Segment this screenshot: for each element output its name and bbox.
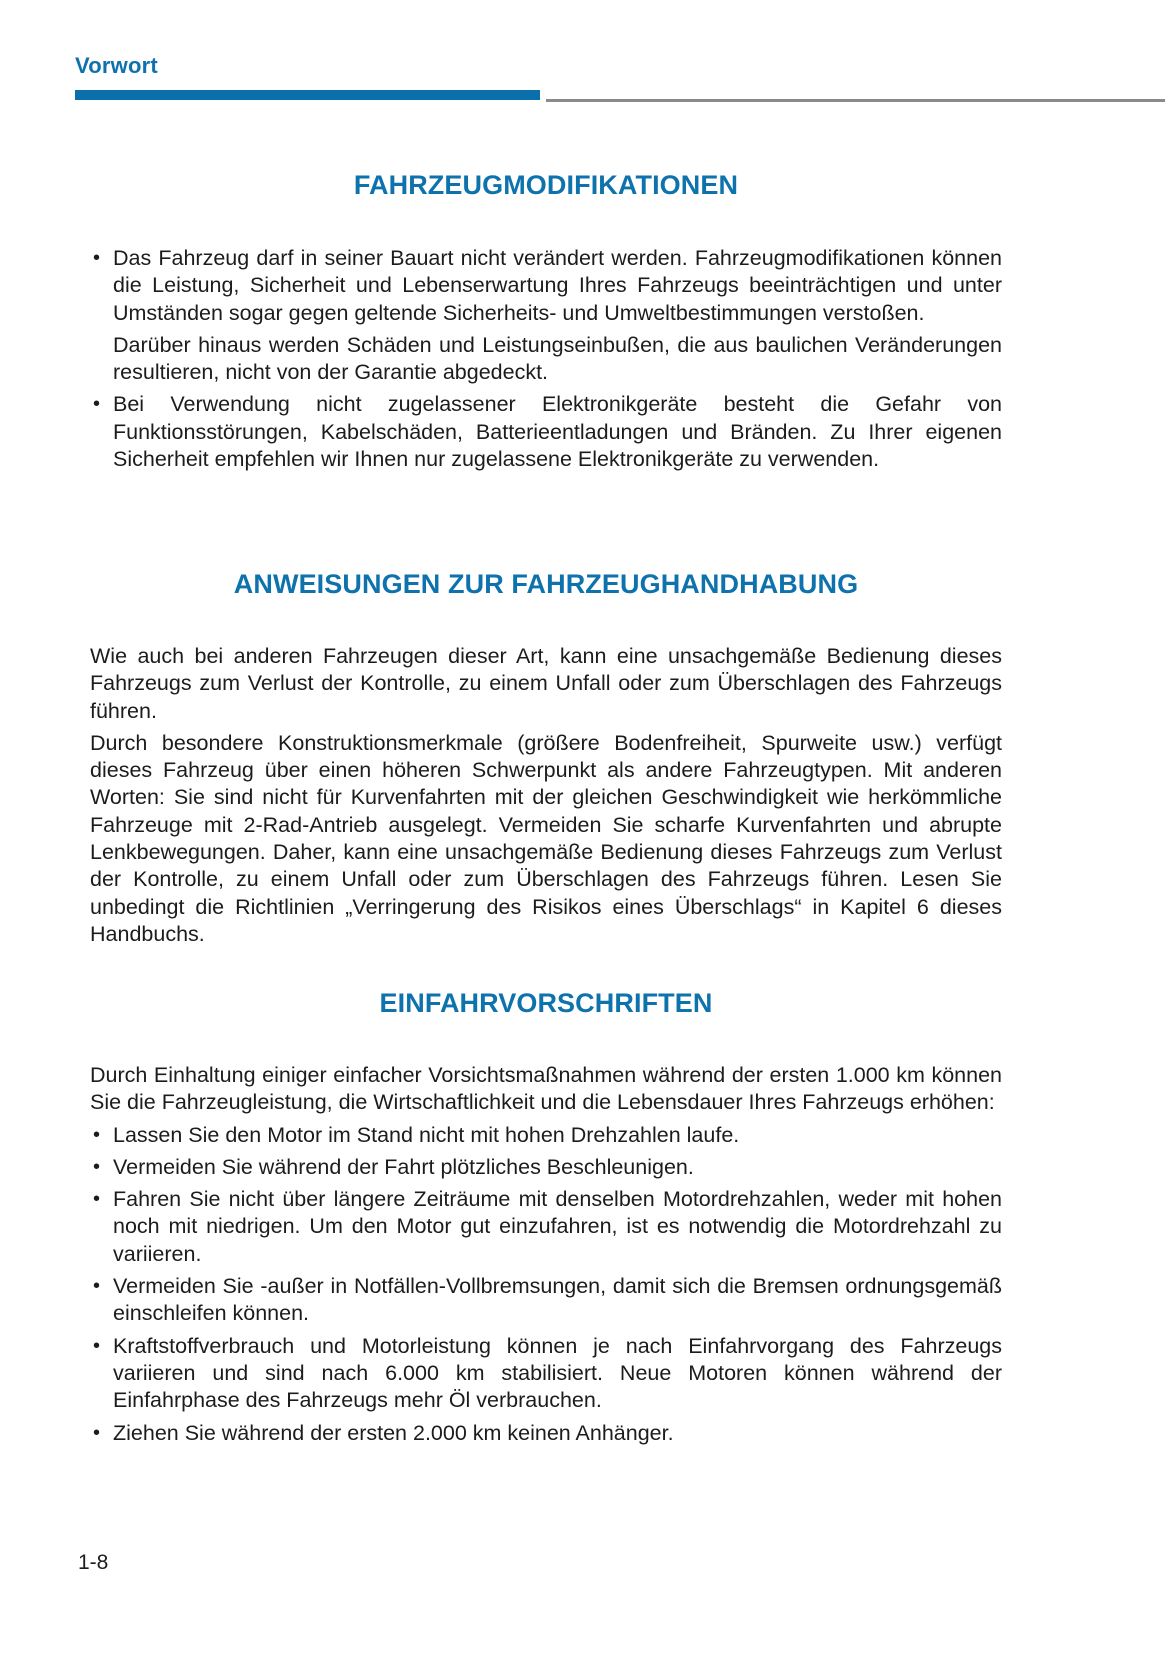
bullet-icon: • — [93, 247, 101, 269]
bullet-icon: • — [93, 1155, 101, 1178]
bullet-icon: • — [93, 1334, 101, 1357]
list-item-text: Vermeiden Sie -außer in Notfällen-Vollbremsungen, damit sich die Bremsen ordnungsgemäß einschleifen können. — [113, 1274, 1002, 1326]
header-rule — [546, 99, 1165, 102]
list-item-text: Das Fahrzeug darf in seiner Bauart nicht verändert werden. Fahrzeugmodifikationen können die Leistung, Sicherheit und Lebenserwartung Ihres Fahrzeugs beeinträchtigen und unter Umständen sogar gegen geltende Sicherheits- und Umweltbestimmungen verstoßen. — [113, 246, 1002, 325]
section-title-fahrzeugmodifikationen: FAHRZEUGMODIFIKATIONEN — [353, 170, 739, 200]
list-item — [90, 391, 1002, 473]
section-body-fahrzeugmodifikationen — [90, 245, 1002, 478]
list-item-text: Kraftstoffverbrauch und Motorleistung können je nach Einfahrvorgang des Fahrzeugs variieren und sind nach 6.000 km stabilisiert. Neue Motoren können während der Einfahrphase des Fahrzeugs mehr Öl verbrauchen. — [113, 1333, 1002, 1413]
bullet-icon: • — [93, 1275, 101, 1298]
section-body-einfahrvorschriften — [90, 1062, 1002, 1452]
section-body-fahrzeughandhabung — [90, 643, 1002, 953]
list-item-text: Vermeiden Sie während der Fahrt plötzliches Beschleunigen. — [113, 1154, 694, 1179]
list-item — [90, 1273, 1002, 1328]
bullet-icon: • — [93, 1421, 101, 1444]
list-item-text: Ziehen Sie während der ersten 2.000 km keinen Anhänger. — [113, 1420, 674, 1445]
list-item — [90, 1420, 1002, 1447]
bullet-icon: • — [93, 1123, 101, 1146]
list-item-text: Darüber hinaus werden Schäden und Leistungseinbußen, die aus baulichen Veränderungen resultieren, nicht von der Garantie abgedeckt. — [113, 332, 1002, 385]
bullet-icon: • — [93, 1188, 101, 1211]
list-item — [90, 1122, 1002, 1149]
paragraph: Wie auch bei anderen Fahrzeugen dieser Art, kann eine unsachgemäße Bedienung dieses Fahrzeugs zum Verlust der Kontrolle, zu einem Unfall oder zum Überschlagen des Fahrzeugs führen. — [90, 644, 1002, 723]
paragraph: Durch besondere Konstruktionsmerkmale (größere Bodenfreiheit, Spurweite usw.) verfügt dieses Fahrzeug über einen höheren Schwerpunkt als andere Fahrzeugtypen. Mit anderen Worten: Sie sind nicht für Kurvenfahrten mit der gleichen Geschwindigkeit wie herkömmliche Fahrzeuge mit 2-Rad-Antrieb ausgelegt. Vermeiden Sie scharfe Kurvenfahrten und abrupte Lenkbewegungen. Daher, kann eine unsachgemäße Bedienung dieses Fahrzeugs zum Verlust der Kontrolle, zu einem Unfall oder zum Überschlagen des Fahrzeugs führen. Lesen Sie unbedingt die Richtlinien „Verringerung des Risikos eines Überschlags“ in Kapitel 6 dieses Handbuchs. — [90, 730, 1002, 946]
list-item — [90, 245, 1002, 386]
section-title-einfahrvorschriften: EINFAHRVORSCHRIFTEN — [379, 988, 713, 1018]
section-title-fahrzeughandhabung: ANWEISUNGEN ZUR FAHRZEUGHANDHABUNG — [233, 569, 859, 599]
list-item-text: Bei Verwendung nicht zugelassener Elektronikgeräte besteht die Gefahr von Funktionsstörungen, Kabelschäden, Batterieentladungen und Bränden. Zu Ihrer eigenen Sicherheit empfehlen wir Ihnen nur zugelassene Elektronikgeräte zu verwenden. — [113, 392, 1002, 472]
list-item — [90, 1186, 1002, 1268]
list-item — [90, 1154, 1002, 1181]
bullet-list — [90, 1122, 1002, 1447]
bullet-list — [90, 245, 1002, 473]
list-item-text: Fahren Sie nicht über längere Zeiträume mit denselben Motordrehzahlen, weder mit hohen noch mit niedrigen. Um den Motor gut einzufahren, ist es notwendig die Motordrehzahl zu variieren. — [113, 1187, 1002, 1266]
list-item — [90, 1333, 1002, 1415]
header-accent-bar — [75, 90, 540, 100]
list-item-text: Lassen Sie den Motor im Stand nicht mit hohen Drehzahlen laufe. — [113, 1122, 740, 1147]
page-number: 1-8 — [78, 1551, 109, 1574]
running-head-label: Vorwort — [75, 53, 158, 78]
intro-paragraph: Durch Einhaltung einiger einfacher Vorsichtsmaßnahmen während der ersten 1.000 km können Sie die Fahrzeugleistung, die Wirtschaftlichkeit und die Lebensdauer Ihres Fahrzeugs erhöhen: — [90, 1063, 1002, 1115]
bullet-icon: • — [93, 393, 101, 416]
